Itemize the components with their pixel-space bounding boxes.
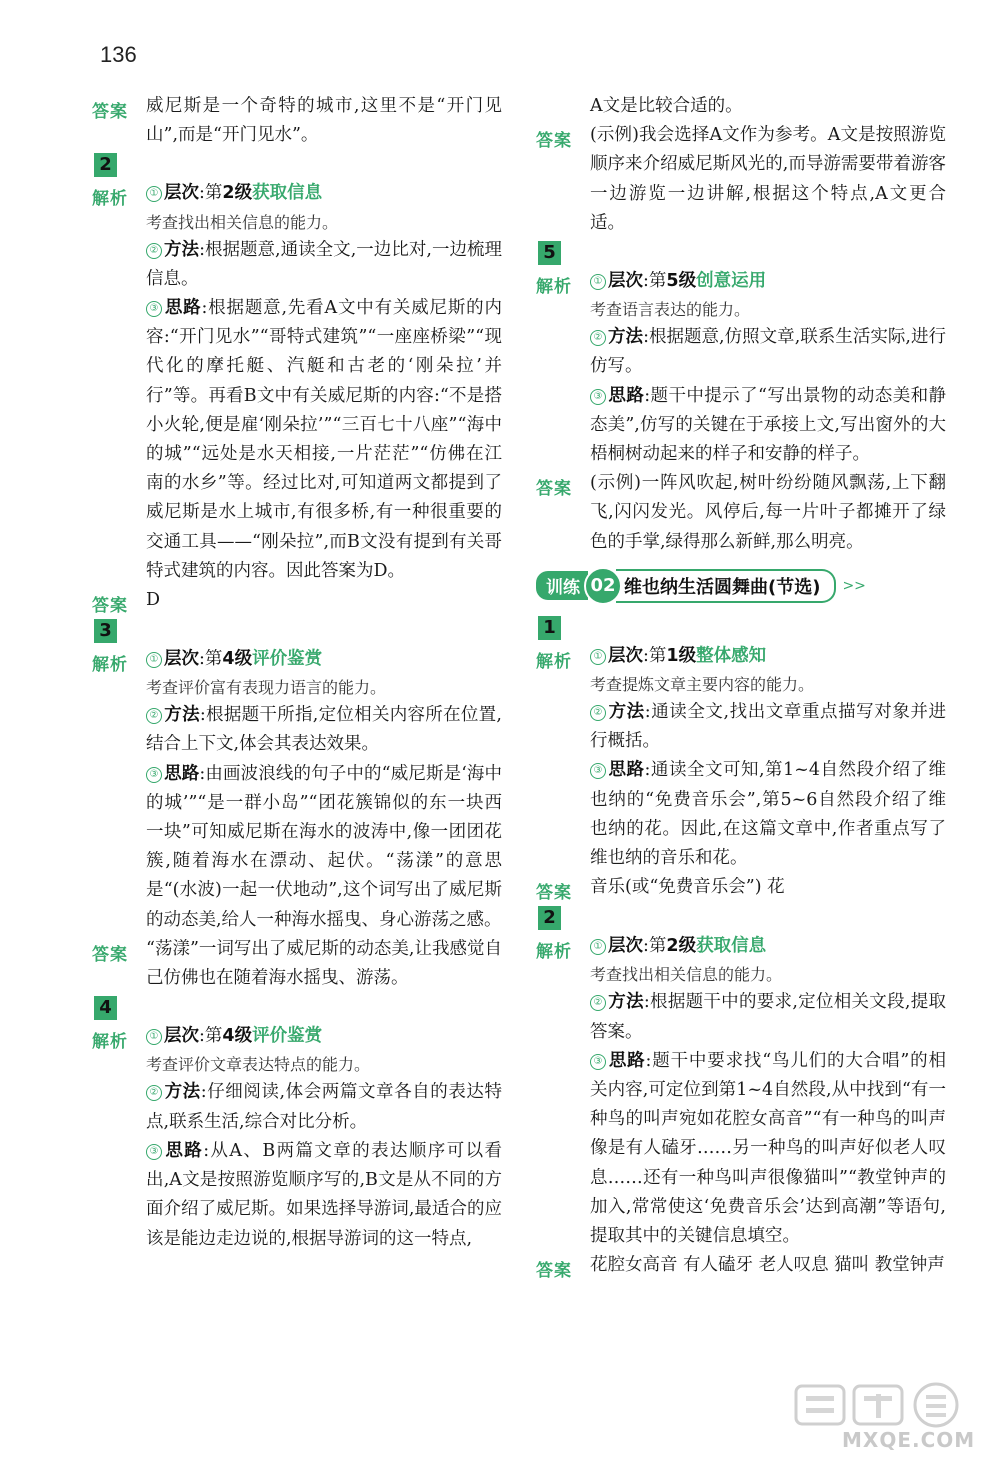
left-column [92,92,502,1254]
circled-number: ② [146,1085,162,1101]
circled-number: ③ [590,389,606,405]
question-number-badge: 2 [94,153,117,177]
analysis-block: 解析 ① 层次:第5级创意运用 考查语言表达的能力。 ② 方法:根据题意,仿照文章,联系生活实际,进行仿写。 ③ 思路:题干中提示了“写出景物的动态美和静态美”,仿写的关键在于承接上文,写出窗外的大梧桐树动起来的样子和安静的样子。 [536,267,946,469]
method-text: :通读全文,找出文章重点描写对象并进行概括。 [590,702,946,752]
answer-label: 答案 [536,479,572,500]
level-number: 2 [222,183,235,204]
idea-keyword: 思路 [608,385,645,406]
level-number: 1 [666,645,679,666]
circled-number: ② [146,708,162,724]
answer-text: “荡漾”一词写出了威尼斯的动态美,让我感觉自己仿佛也在随着海水摇曳、游荡。 [146,938,502,989]
section-title: 维也纳生活圆舞曲(节选) [616,569,836,603]
answer-text: (示例)一阵风吹起,树叶纷纷随风飘荡,上下翻飞,闪闪发光。风停后,每一片叶子都摊开了绿色的手掌,绿得那么新鲜,那么明亮。 [590,473,946,552]
answer-label: 答案 [536,883,572,904]
analysis-block: 解析 ① 层次:第4级评价鉴赏 考查评价文章表达特点的能力。 ② 方法:仔细阅读,体会两篇文章各自的表达特点,联系生活,综合对比分析。 ③ 思路:从A、B两篇文章的表达顺序可以看出,A文是按照游览顺序写的,B文是从不同的方面介绍了威尼斯。如果选择导游词,最适合的应该是能边走边说的,根据导游词的这一特点, [92,1022,502,1253]
analysis-block: 解析 ① 层次:第4级评价鉴赏 考查评价富有表现力语言的能力。 ② 方法:根据题干所指,定位相关内容所在位置,结合上下文,体会其表达效果。 ③ 思路:由画波浪线的句子中的“威尼斯是‘海中的城’”“是一群小岛”“团花簇锦似的东一块西一块”可知威尼斯在海水的波涛中,像一团团花簇,随着海水在漂动、起伏。“荡漾”的意思是“(水波)一起一伏地动”,这个词写出了威尼斯的动态美,给人一种海水摇曳、身心游荡之感。 [92,645,502,935]
circled-number: ① [590,274,606,290]
continued-text-block [536,92,946,121]
answer-text: 威尼斯是一个奇特的城市,这里不是“开门见山”,而是“开门见水”。 [146,96,502,146]
right-column [536,92,946,1281]
answer-label: 答案 [92,102,128,122]
ability-text: 考查评价文章表达特点的能力。 [146,1055,371,1075]
circled-number: ① [590,939,606,955]
circled-number: ② [590,995,606,1011]
level-number: 2 [666,936,679,957]
answer-block [536,1251,946,1281]
answer-block [536,469,946,557]
idea-text: :通读全文可知,第1~4自然段介绍了维也纳的“免费音乐会”,第5~6自然段介绍了维也纳的花。因此,在这篇文章中,作者重点写了维也纳的音乐和花。 [590,760,947,869]
method-text: :根据题意,仿照文章,联系生活实际,进行仿写。 [590,327,946,377]
level-number: 5 [666,271,679,292]
circled-number: ① [146,652,162,668]
section-number: 02 [584,567,622,605]
answer-block [536,873,946,903]
section-header [536,567,946,605]
circled-number: ② [146,243,162,259]
skill-highlight: 获取信息 [696,936,767,957]
circled-number: ① [146,186,162,202]
analysis-label: 解析 [536,651,572,672]
level-keyword: 层次 [164,183,199,204]
double-chevron-icon: >> [842,577,866,594]
method-keyword: 方法 [608,702,645,723]
level-number: 4 [222,649,235,670]
analysis-block: 解析 ① 层次:第1级整体感知 考查提炼文章主要内容的能力。 ② 方法:通读全文,找出文章重点描写对象并进行概括。 ③ 思路:通读全文可知,第1~4自然段介绍了维也纳的“免费音乐会”,第5~6自然段介绍了维也纳的花。因此,在这篇文章中,作者重点写了维也纳的音乐和花。 [536,642,946,873]
answer-text: D [146,590,161,611]
question-number-badge: 4 [94,996,117,1020]
answer-block [536,121,946,238]
skill-highlight: 整体感知 [696,645,767,666]
analysis-block: 解析 ① 层次:第2级获取信息 考查找出相关信息的能力。 ② 方法:根据题干中的要求,定位相关文段,提取答案。 ③ 思路:题干中要求找“鸟儿们的大合唱”的相关内容,可定位到第1~4自然段,从中找到“有一种鸟的叫声宛如花腔女高音”“有一种鸟的叫声像是有人磕牙……另一种鸟的叫声好似老人叹息……还有一种鸟叫声很像猫叫”“教堂钟声的加入,常常使这‘免费音乐会’达到高潮”等语句,提取其中的关键信息填空。 [536,932,946,1251]
circled-number: ③ [146,1144,162,1160]
answer-label: 答案 [92,944,128,965]
answer-block [92,586,502,616]
idea-text: :根据题意,先看A文中有关威尼斯的内容:“开门见水”“哥特式建筑”“一座座桥梁”“现代化的摩托艇、汽艇和古老的‘刚朵拉’并行”等。再看B文中有关威尼斯的内容:“不是搭小火轮,便是雇‘刚朵拉’”“三百七十八座”“海中的城”“远处是水天相接,一片茫茫”“仿佛在江南的水乡”等。经过比对,可知道两文都提到了威尼斯是水上城市,有很多桥,有一种很重要的交通工具——“刚朵拉”,而B文没有提到有关哥特式建筑的内容。因此答案为D。 [146,298,502,581]
analysis-label: 解析 [536,277,572,298]
ability-text: 考查提炼文章主要内容的能力。 [590,675,815,695]
skill-highlight: 获取信息 [252,183,323,204]
idea-keyword: 思路 [164,298,202,319]
method-text: :根据题干中的要求,定位相关文段,提取答案。 [590,992,946,1042]
circled-number: ② [590,705,606,721]
level-number: 4 [222,1026,235,1047]
circled-number: ② [590,330,606,346]
idea-keyword: 思路 [608,760,645,781]
analysis-label: 解析 [92,655,128,676]
page-number: 136 [100,42,137,67]
level-keyword: 层次 [608,271,643,292]
ability-text: 考查找出相关信息的能力。 [590,965,783,985]
method-keyword: 方法 [608,992,644,1013]
watermark-text: MXQE.COM [842,1428,976,1452]
method-keyword: 方法 [164,1082,201,1103]
answer-block [92,935,502,993]
method-text: :仔细阅读,体会两篇文章各自的表达特点,联系生活,综合对比分析。 [146,1082,502,1132]
question-number-badge: 2 [538,906,561,930]
ability-text: 考查语言表达的能力。 [590,300,751,320]
analysis-label: 解析 [92,189,128,210]
skill-highlight: 评价鉴赏 [252,1026,323,1047]
idea-text: :题干中提示了“写出景物的动态美和静态美”,仿写的关键在于承接上文,写出窗外的大梧桐树动起来的样子和安静的样子。 [590,385,947,465]
answer-text: 音乐(或“免费音乐会”) 花 [590,877,785,898]
circled-number: ① [590,649,606,665]
analysis-label: 解析 [92,1032,128,1053]
skill-highlight: 创意运用 [696,271,767,292]
answer-label: 答案 [536,1261,572,1282]
question-number-badge: 1 [538,616,561,640]
idea-keyword: 思路 [608,1050,646,1071]
answer-label: 答案 [536,131,572,152]
method-text: :根据题干所指,定位相关内容所在位置,结合上下文,体会其表达效果。 [146,705,502,755]
question-number-badge: 3 [94,619,117,643]
answer-text: (示例)我会选择A文作为参考。A文是按照游览顺序来介绍威尼斯风光的,而导游需要带着游客一边游览一边讲解,根据这个特点,A文更合适。 [590,125,946,233]
method-keyword: 方法 [164,239,200,260]
analysis-block: 解析 ① 层次:第2级获取信息 考查找出相关信息的能力。 ② 方法:根据题意,通读全文,一边比对,一边梳理信息。 ③ 思路:根据题意,先看A文中有关威尼斯的内容:“开门见水”“哥特式建筑”“一座座桥梁”“现代化的摩托艇、汽艇和古老的‘刚朵拉’并行”等。再看B文中有关威尼斯的内容:“不是搭小火轮,便是雇‘刚朵拉’”“三百七十八座”“海中的城”“远处是水天相接,一片茫茫”“仿佛在江南的水乡”等。经过比对,可知道两文都提到了威尼斯是水上城市,有很多桥,有一种很重要的交通工具——“刚朵拉”,而B文没有提到有关哥特式建筑的内容。因此答案为D。 [92,179,502,586]
question-number-badge: 5 [538,241,561,265]
method-text: :根据题意,通读全文,一边比对,一边梳理信息。 [146,239,502,289]
method-keyword: 方法 [164,705,200,726]
idea-text: :由画波浪线的句子中的“威尼斯是‘海中的城’”“是一群小岛”“团花簇锦似的东一块西一块”可知威尼斯在海水的波涛中,像一团团花簇,随着海水在漂动、起伏。“荡漾”的意思是“(水波)一起一伏地动”,这个词写出了威尼斯的动态美,给人一种海水摇曳、身心游荡之感。 [146,763,503,930]
answer-label: 答案 [92,596,128,617]
circled-number: ③ [146,767,162,783]
analysis-label: 解析 [536,942,572,963]
ability-text: 考查评价富有表现力语言的能力。 [146,678,387,698]
method-keyword: 方法 [608,327,644,348]
idea-keyword: 思路 [164,763,200,784]
idea-keyword: 思路 [164,1140,204,1161]
circled-number: ③ [146,301,162,317]
circled-number: ① [146,1029,162,1045]
level-keyword: 层次 [164,1026,199,1047]
section-tag: 训练 [536,571,588,600]
level-keyword: 层次 [608,936,643,957]
level-keyword: 层次 [608,645,643,666]
level-keyword: 层次 [164,649,199,670]
answer-text: 花腔女高音 有人磕牙 老人叹息 猫叫 教堂钟声 [590,1255,945,1276]
skill-highlight: 评价鉴赏 [252,649,323,670]
idea-text: :从A、B两篇文章的表达顺序可以看出,A文是按照游览顺序写的,B文是从不同的方面介绍了威尼斯。如果选择导游词,最适合的应该是能边走边说的,根据导游词的这一特点, [146,1140,502,1249]
answer-block [92,92,502,150]
continued-text: A文是比较合适的。 [590,96,743,116]
circled-number: ③ [590,763,606,779]
ability-text: 考查找出相关信息的能力。 [146,212,339,232]
circled-number: ③ [590,1054,606,1070]
idea-text: :题干中要求找“鸟儿们的大合唱”的相关内容,可定位到第1~4自然段,从中找到“有一种鸟的叫声宛如花腔女高音”“有一种鸟的叫声像是有人磕牙……另一种鸟的叫声好似老人叹息……还有一种鸟叫声很像猫叫”“教堂钟声的加入,常常使这‘免费音乐会’达到高潮”等语句,提取其中的关键信息填空。 [590,1050,947,1247]
